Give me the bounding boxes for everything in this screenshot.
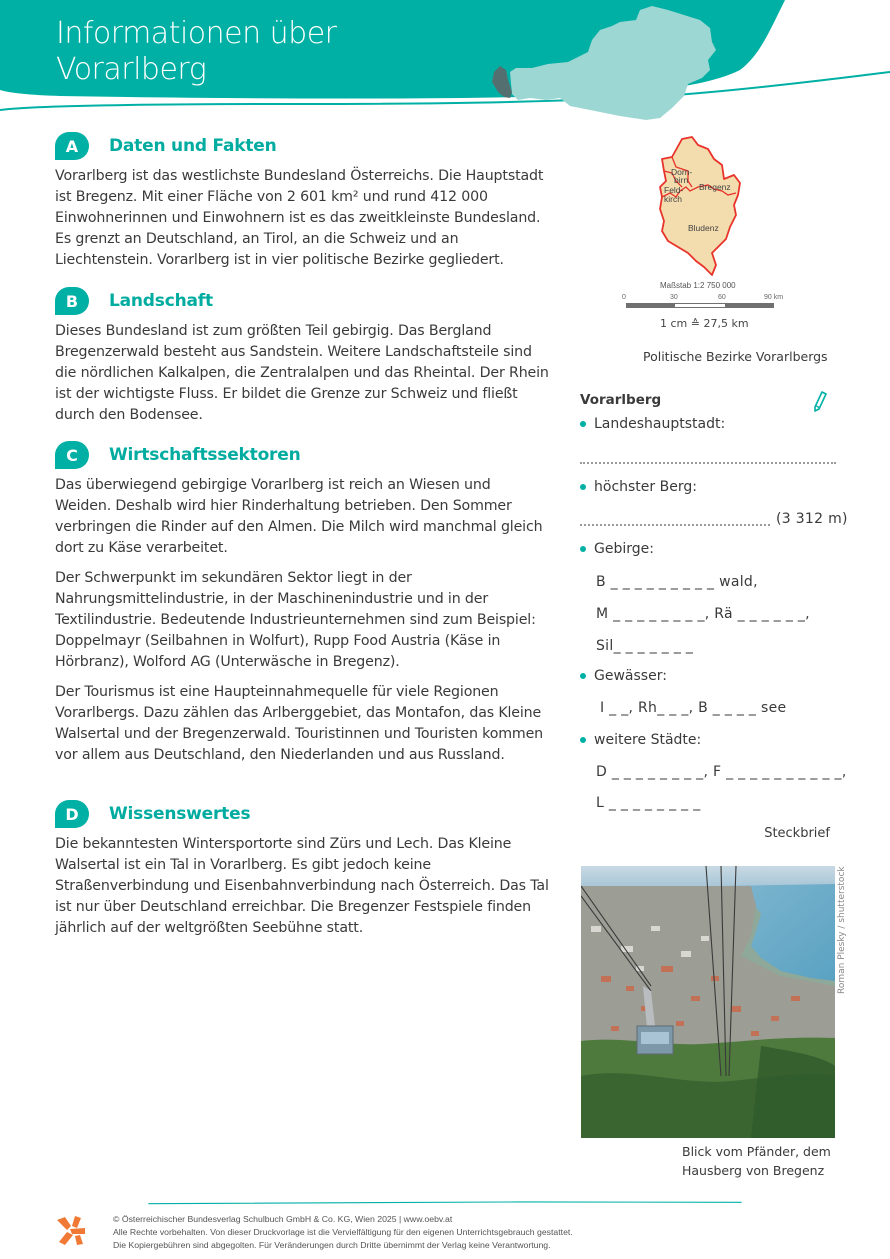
cloze-line[interactable]: M _ _ _ _ _ _ _ _, Rä _ _ _ _ _ _, — [596, 606, 810, 622]
cloze-line[interactable]: B _ _ _ _ _ _ _ _ _ wald, — [596, 574, 758, 590]
scale-equivalence: 1 cm ≙ 27,5 km — [660, 317, 749, 330]
section-badge: D — [55, 800, 89, 828]
bullet-icon — [580, 737, 586, 743]
district-label-dornbirn: Dorn- — [671, 167, 693, 177]
section-title: Wirtschaftssektoren — [109, 445, 301, 465]
section-paragraph: Der Schwerpunkt im sekundären Sektor liegt in der Nahrungsmittelindustrie, in der Maschinenindustrie und in der Textilindustrie. Bedeutende Industrieunternehmen sind zum Beispiel: Doppelmayr (Seilbahnen in Wolfurt), Rupp Food Austria (Käse in Hörbranz), Wolford AG (Unterwäsche in Bregenz). — [55, 570, 536, 670]
item-label: Gebirge: — [594, 541, 654, 557]
bullet-icon — [580, 484, 586, 490]
answer-line-landeshauptstadt[interactable] — [580, 462, 836, 464]
section-paragraph: Das überwiegend gebirgige Vorarlberg ist reich an Wiesen und Weiden. Deshalb wird hier Rinderhaltung betrieben. Den Sommer verbringen die Rinder auf den Almen. Die Milch wird manchmal gleich dort zu Käse verarbeitet. — [55, 477, 543, 556]
scale-tick: 30 — [670, 294, 678, 301]
district-label-feldkirch-2: kirch — [664, 194, 682, 204]
section-badge: A — [55, 132, 89, 160]
section-title: Wissenswertes — [109, 804, 251, 824]
answer-line-hoechster-berg[interactable] — [580, 524, 770, 526]
item-label: Landeshauptstadt: — [594, 416, 726, 432]
bullet-icon — [580, 546, 586, 552]
section-title: Daten und Fakten — [109, 136, 277, 156]
bullet-icon — [580, 673, 586, 679]
scale-bar — [626, 303, 774, 308]
footer-copyright — [113, 1213, 573, 1252]
cloze-line[interactable]: Sil_ _ _ _ _ _ _ — [596, 638, 694, 654]
district-label-bregenz: Bregenz — [699, 182, 731, 192]
title-line-2: Vorarlberg — [56, 52, 207, 87]
bullet-icon — [580, 421, 586, 427]
scale-tick: 0 — [622, 294, 626, 301]
steckbrief-title: Vorarlberg — [580, 392, 662, 408]
section-paragraph: Dieses Bundesland ist zum größten Teil gebirgig. Das Bergland Bregenzerwald besteht aus Sandstein. Weitere Landschaftsteile sind die nördlichen Kalkalpen, die Zentralalpen und das Rheintal. Der Rhein ist der wichtigste Fluss. Er bildet die Grenze zur Schweiz und fließt durch den Bodensee. — [55, 323, 549, 423]
cloze-line[interactable]: D _ _ _ _ _ _ _ _, F _ _ _ _ _ _ _ _ _ _, — [596, 764, 847, 780]
publisher-logo-icon — [55, 1214, 89, 1246]
scale-tick: 90 km — [764, 294, 784, 301]
steckbrief-item-landeshauptstadt — [580, 416, 725, 432]
section-wirtschaftssektoren — [55, 441, 550, 766]
footer-divider — [0, 1201, 890, 1205]
district-label-bludenz: Bludenz — [688, 223, 719, 233]
scale-title: Maßstab 1:2 750 000 — [660, 281, 736, 290]
cloze-line[interactable]: I _ _, Rh_ _ _, B _ _ _ _ see — [600, 700, 787, 716]
section-paragraph: Die bekanntesten Wintersportorte sind Zürs und Lech. Das Kleine Walsertal ist ein Tal in Vorarlberg. Es gibt jedoch keine Straßenverbindung und Eisenbahnverbindung nach Österreich. Das Tal ist nur über Deutschland erreichbar. Die Bregenzer Festspiele finden jährlich auf der weltgrößten Seebühne statt. — [55, 836, 549, 936]
steckbrief-item-gewaesser — [580, 668, 667, 684]
photo-caption-line: Blick vom Pfänder, dem — [682, 1144, 831, 1159]
section-paragraph: Vorarlberg ist das westlichste Bundesland Österreichs. Die Hauptstadt ist Bregenz. Mit einer Fläche von 2 601 km² und rund 412 000 Einwohnerinnen und Einwohnern ist es das zweitkleinste Bundesland. Es grenzt an Deutschland, an Tirol, an die Schweiz und an Liechtenstein. Vorarlberg ist in vier politische Bezirke gegliedert. — [55, 168, 544, 268]
photo-credit: Roman Plesky / shutterstock — [837, 866, 847, 994]
district-map — [652, 135, 762, 280]
section-landschaft — [55, 287, 550, 426]
page-title — [56, 16, 337, 88]
section-title: Landschaft — [109, 291, 213, 311]
item-label: weitere Städte: — [594, 732, 702, 748]
cloze-line[interactable]: L _ _ _ _ _ _ _ _ — [596, 795, 701, 811]
bregenz-cable-car-photo — [581, 866, 835, 1138]
district-label-feldkirch: Feld- — [664, 185, 684, 195]
footer-line: © Österreichischer Bundesverlag Schulbuch GmbH & Co. KG, Wien 2025 | www.oebv.at — [113, 1214, 453, 1224]
district-label-dornbirn-2: birn — [674, 175, 689, 185]
page-header — [0, 0, 890, 130]
footer-line: Alle Rechte vorbehalten. Von dieser Druckvorlage ist die Vervielfältigung für den eigenen Unterrichtsgebrauch gestattet. — [113, 1227, 573, 1237]
photo-caption-line: Hausberg von Bregenz — [682, 1163, 825, 1178]
steckbrief-item-gebirge — [580, 541, 654, 557]
section-paragraph: Der Tourismus ist eine Haupteinnahmequelle für viele Regionen Vorarlbergs. Dazu zählen das Arlberggebiet, das Montafon, das Kleine Walsertal und der Bregenzerwald. Touristinnen und Touristen kommen vor allem aus Deutschland, den Niederlanden und aus Russland. — [55, 684, 544, 763]
mountain-height: (3 312 m) — [776, 511, 848, 527]
steckbrief-caption: Steckbrief — [764, 826, 830, 841]
steckbrief-item-weitere-staedte — [580, 732, 701, 748]
footer-line: Die Kopiergebühren sind abgegolten. Für Veränderungen durch Dritte übernimmt der Verlag keine Verantwortung. — [113, 1240, 551, 1250]
photo-caption — [682, 1142, 831, 1180]
scale-tick: 60 — [718, 294, 726, 301]
map-caption: Politische Bezirke Vorarlbergs — [643, 349, 828, 364]
steckbrief-item-hoechster-berg — [580, 479, 697, 495]
section-badge: C — [55, 441, 89, 469]
item-label: Gewässer: — [594, 668, 667, 684]
item-label: höchster Berg: — [594, 479, 697, 495]
section-badge: B — [55, 287, 89, 315]
title-line-1: Informationen über — [56, 16, 337, 51]
section-wissenswertes — [55, 800, 550, 939]
pencil-icon — [812, 390, 828, 414]
section-daten-und-fakten — [55, 132, 550, 271]
